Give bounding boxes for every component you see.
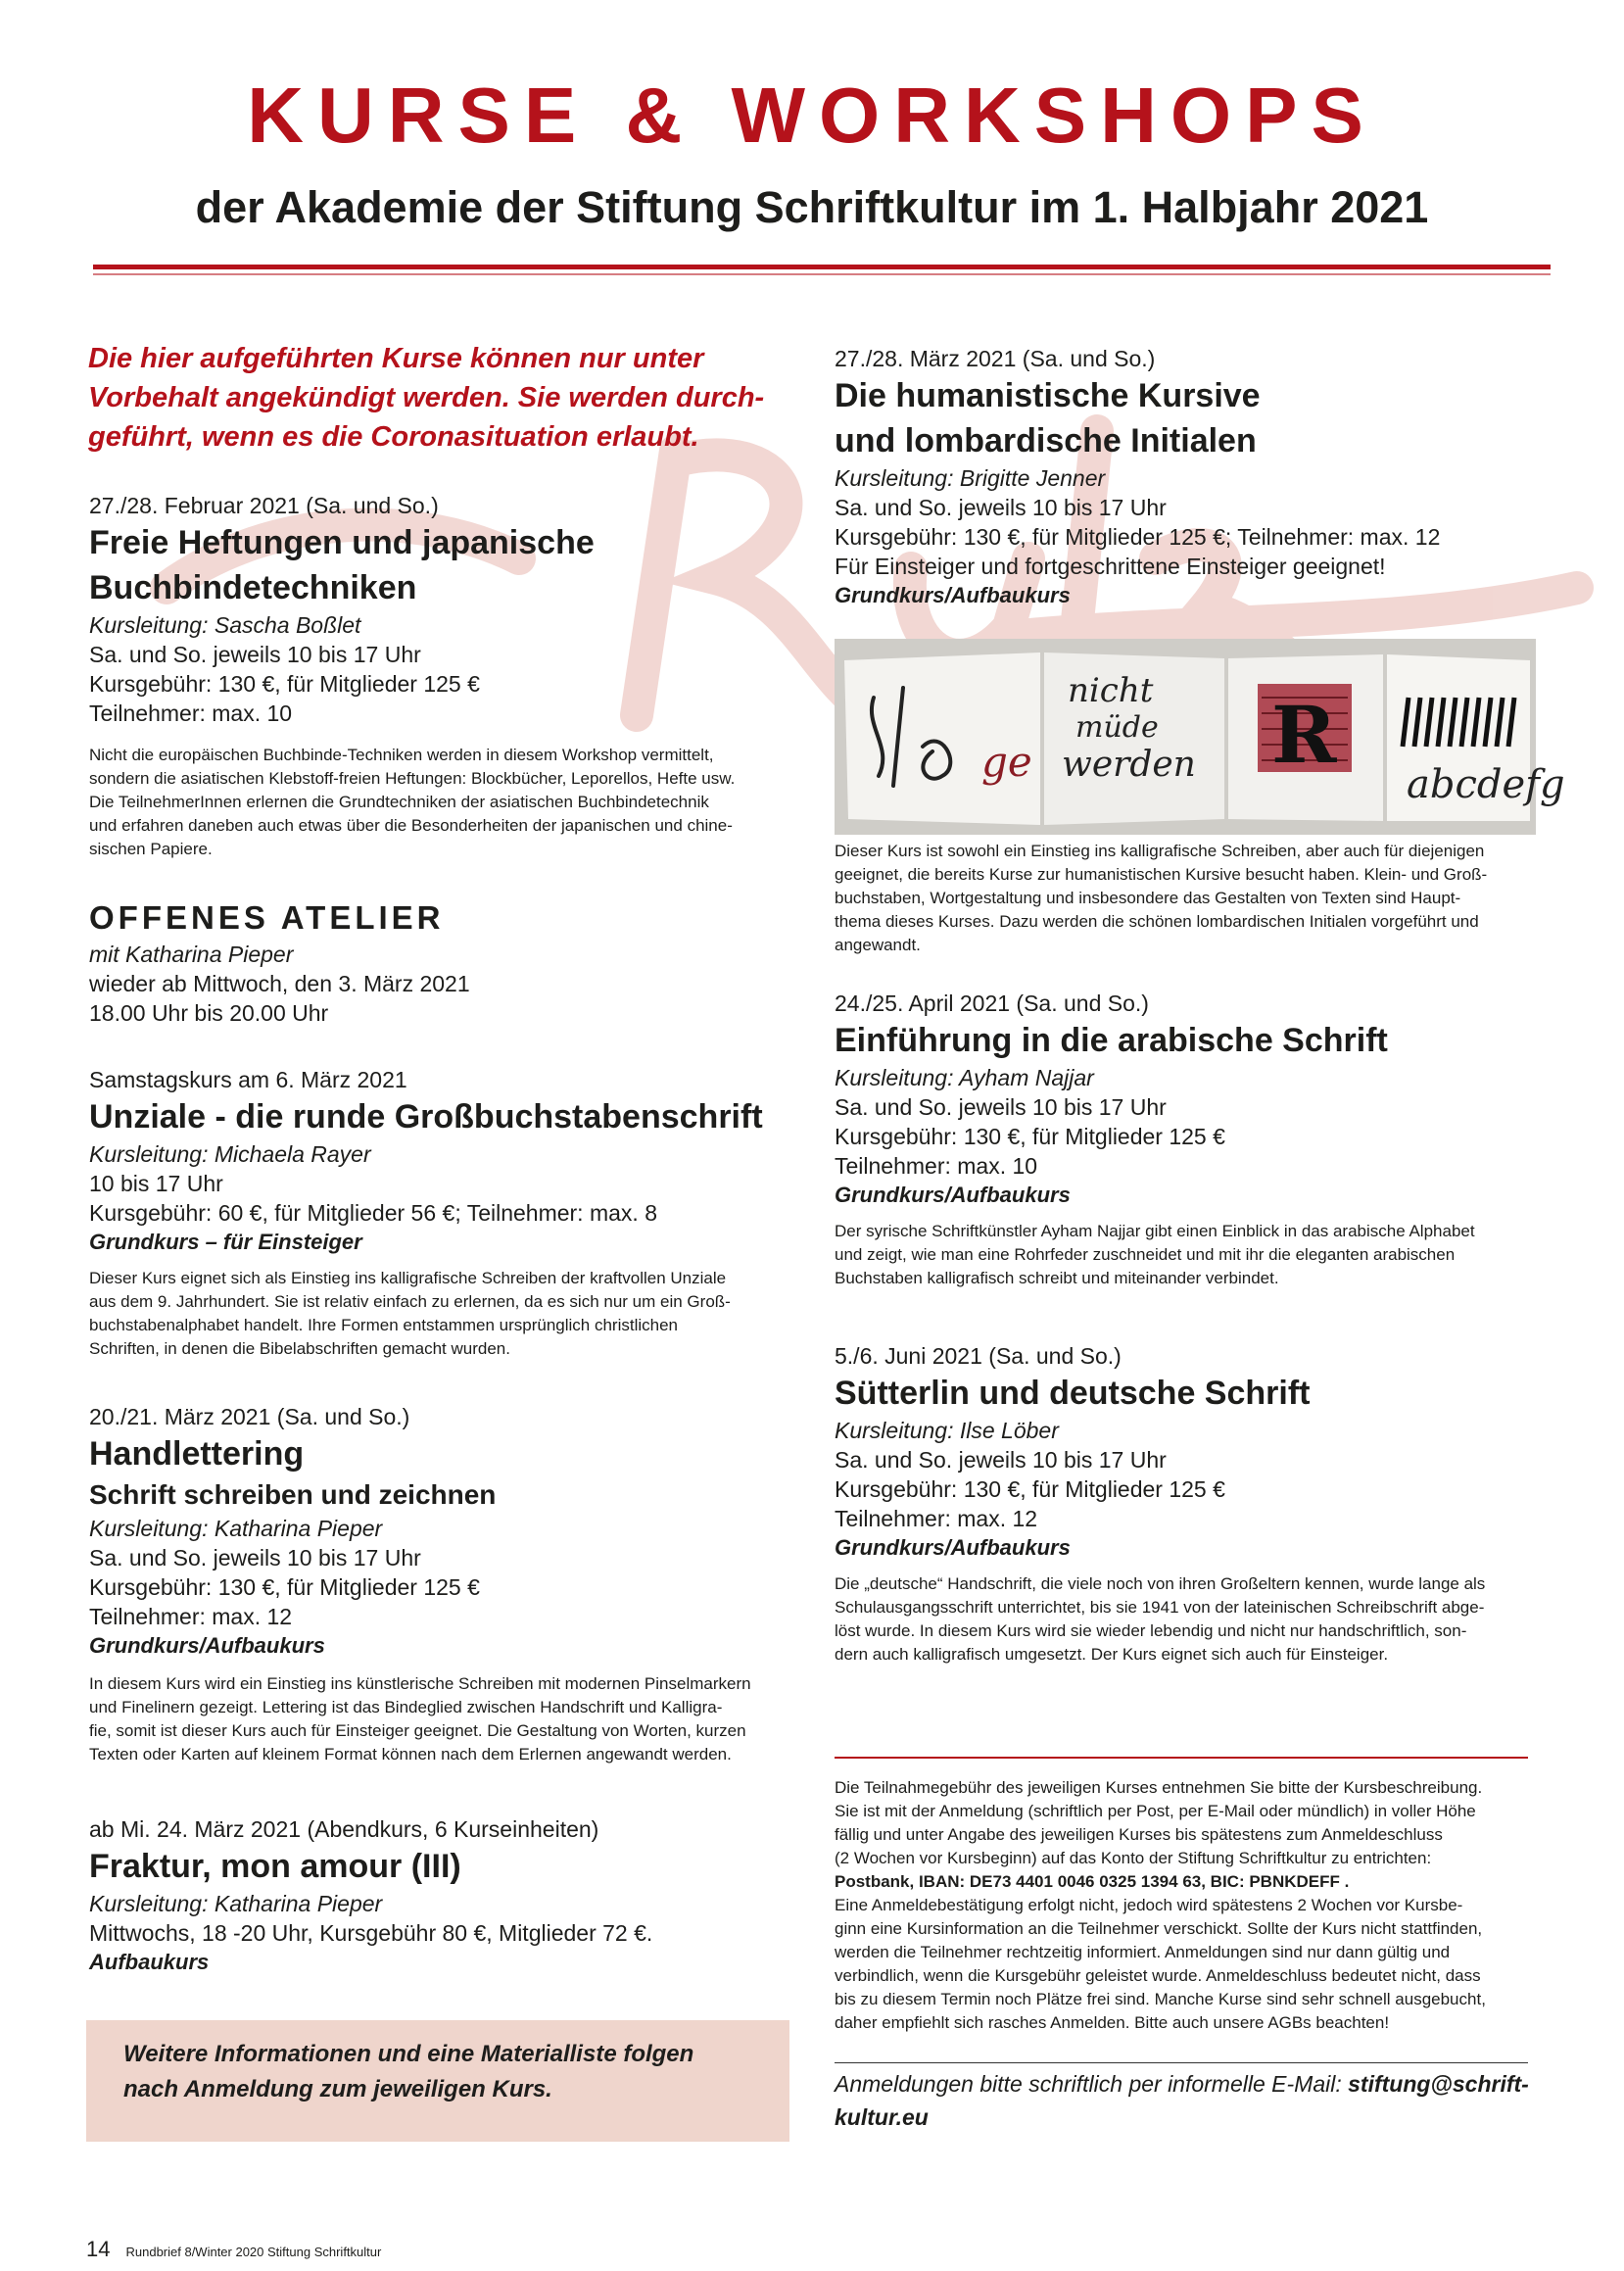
course-description: Dieser Kurs eignet sich als Einstieg ins kalligrafische Schreiben der kraftvollen Unziale: [89, 1269, 727, 1287]
course-date: 27./28. Februar 2021 (Sa. und So.): [89, 493, 439, 518]
page-footer: [86, 2237, 381, 2262]
course-title: Handlettering: [89, 1435, 305, 1473]
course-title: Buchbindetechniken: [89, 569, 417, 606]
course-level: Aufbaukurs: [89, 1950, 210, 1974]
course-date: 24./25. April 2021 (Sa. und So.): [835, 991, 1149, 1016]
email-link-cont[interactable]: kultur.eu: [835, 2104, 929, 2130]
course-detail: Teilnehmer: max. 10: [89, 701, 293, 726]
header-rule-thin: [93, 273, 1551, 275]
course-detail: Teilnehmer: max. 12: [89, 1604, 293, 1629]
course-description: fie, somit ist dieser Kurs auch für Einsteiger geeignet. Die Gestaltung von Worten, kurzen: [89, 1721, 746, 1740]
course-description: aus dem 9. Jahrhundert. Sie ist relativ einfach zu erlernen, da es sich nur um ein Groß-: [89, 1292, 731, 1311]
course-detail: Sa. und So. jeweils 10 bis 17 Uhr: [89, 1545, 421, 1570]
payment-info: [835, 1776, 1540, 2035]
course-description: und Finelinern gezeigt. Lettering ist das Bindeglied zwischen Handschrift und Kalligra-: [89, 1698, 723, 1716]
course-title: Fraktur, mon amour (III): [89, 1848, 461, 1885]
course-description: Texten oder Karten auf kleinem Format können nach dem Erlernen angewandt werden.: [89, 1745, 732, 1764]
course-detail: Sa. und So. jeweils 10 bis 17 Uhr: [89, 642, 421, 667]
email-link[interactable]: stiftung@schrift-: [1348, 2071, 1529, 2097]
course-description: angewandt.: [835, 936, 921, 954]
calligraphy-photo: [835, 639, 1565, 835]
course-leader: Kursleitung: Brigitte Jenner: [835, 465, 1106, 491]
atelier-detail: 18.00 Uhr bis 20.00 Uhr: [89, 1000, 329, 1026]
course-title: Die humanistische Kursive: [835, 377, 1261, 414]
atelier-leader: mit Katharina Pieper: [89, 942, 294, 967]
course-level: Grundkurs/Aufbaukurs: [835, 1535, 1071, 1560]
course-description: In diesem Kurs wird ein Einstieg ins künstlerische Schreiben mit modernen Pinselmarkern: [89, 1674, 751, 1693]
course-description: thema dieses Kurses. Dazu werden die schönen lombardischen Initialen vorgeführt und: [835, 912, 1479, 931]
payment-text: daher empfiehlt sich rasches Anmelden. Bitte auch unsere AGBs beachten!: [835, 2013, 1390, 2032]
payment-text: verbindlich, wenn die Kursgebühr geleistet wurde. Anmeldeschluss bedeutet nicht, dass: [835, 1966, 1481, 1985]
course-description: Nicht die europäischen Buchbinde-Techniken werden in diesem Workshop vermittelt,: [89, 746, 714, 764]
photo-red-letters: ge: [981, 738, 1032, 786]
photo-alphabet: abcdefg: [1407, 762, 1565, 807]
course-detail: Teilnehmer: max. 10: [835, 1153, 1038, 1179]
course-leader: Kursleitung: Ilse Löber: [835, 1418, 1059, 1443]
course-leader: Kursleitung: Michaela Rayer: [89, 1141, 371, 1167]
course-description: Dieser Kurs ist sowohl ein Einstieg ins kalligrafische Schreiben, aber auch für diejenigen: [835, 842, 1485, 860]
calligraphy-leporello-image: [835, 639, 1565, 835]
footer-divider: [835, 2062, 1528, 2063]
course-date: 20./21. März 2021 (Sa. und So.): [89, 1404, 410, 1429]
course-leader: Kursleitung: Sascha Boßlet: [89, 612, 361, 638]
course-level: Grundkurs/Aufbaukurs: [835, 583, 1071, 607]
course-description: Buchstaben kalligrafisch schreibt und miteinander verbindet.: [835, 1269, 1279, 1287]
corona-notice: [88, 339, 803, 457]
course-description: und zeigt, wie man eine Rohrfeder zuschneidet und mit ihr die eleganten arabischen: [835, 1245, 1456, 1264]
course-title: Unziale - die runde Großbuchstabenschrift: [89, 1098, 763, 1136]
payment-text: Sie ist mit der Anmeldung (schriftlich per Post, per E-Mail oder mündlich) in voller Höhe: [835, 1802, 1476, 1820]
payment-text: ginn eine Kursinformation an die Teilnehmer verschickt. Sollte der Kurs nicht stattfinden,: [835, 1919, 1483, 1938]
course-title: Sütterlin und deutsche Schrift: [835, 1375, 1311, 1412]
course-title: und lombardische Initialen: [835, 422, 1257, 459]
course-kursive: [835, 344, 1540, 610]
payment-text: bis zu diesem Termin noch Plätze frei sind. Manche Kurse sind sehr schnell ausgebucht,: [835, 1990, 1486, 2008]
notice-line: Vorbehalt angekündigt werden. Sie werden durch-: [88, 382, 765, 413]
photo-initial: R: [1271, 689, 1337, 781]
atelier-detail: wieder ab Mittwoch, den 3. März 2021: [89, 971, 470, 996]
payment-text: fällig und unter Angabe des jeweiligen Kurses bis spätestens zum Anmeldeschluss: [835, 1825, 1443, 1844]
registration-note: [835, 2067, 1530, 2134]
course-fraktur: [89, 1814, 804, 1977]
course-detail: Sa. und So. jeweils 10 bis 17 Uhr: [835, 1447, 1167, 1473]
notice-line: Die hier aufgeführten Kurse können nur unter: [88, 343, 704, 374]
course-date: Samstagskurs am 6. März 2021: [89, 1067, 407, 1092]
course-description: buchstabenalphabet handelt. Ihre Formen entstammen ursprünglich christlichen: [89, 1316, 679, 1334]
course-handlettering: [89, 1402, 804, 1766]
header-rule: [93, 265, 1551, 269]
course-description: Schriften, in denen die Bibelabschriften gemacht wurden.: [89, 1339, 510, 1358]
course-level: Grundkurs – für Einsteiger: [89, 1230, 362, 1254]
course-description: Schulausgangsschrift unterrichtet, bis sie 1941 von der lateinischen Schreibschrift abge-: [835, 1598, 1485, 1617]
course-detail: Kursgebühr: 130 €, für Mitglieder 125 €; Teilnehmer: max. 12: [835, 524, 1441, 550]
course-detail: 10 bis 17 Uhr: [89, 1171, 223, 1196]
red-divider: [835, 1757, 1528, 1759]
course-date: 27./28. März 2021 (Sa. und So.): [835, 346, 1156, 371]
course-leader: Kursleitung: Ayham Najjar: [835, 1065, 1094, 1090]
course-date: ab Mi. 24. März 2021 (Abendkurs, 6 Kurseinheiten): [89, 1816, 599, 1842]
course-detail: Kursgebühr: 130 €, für Mitglieder 125 €: [89, 1574, 480, 1600]
atelier-heading: OFFENES ATELIER: [89, 899, 445, 936]
course-detail: Kursgebühr: 60 €, für Mitglieder 56 €; Teilnehmer: max. 8: [89, 1200, 657, 1226]
notice-line: geführt, wenn es die Coronasituation erlaubt.: [88, 421, 699, 453]
course-suetterlin: [835, 1341, 1540, 1667]
course-detail: Teilnehmer: max. 12: [835, 1506, 1038, 1531]
registration-text: Anmeldungen bitte schriftlich per informelle E-Mail:: [835, 2071, 1349, 2097]
info-line: Weitere Informationen und eine Materialliste folgen: [123, 2041, 694, 2067]
course-leader: Kursleitung: Katharina Pieper: [89, 1891, 383, 1916]
course-description: geeignet, die bereits Kurse zur humanistischen Kursive besucht haben. Klein- und Groß-: [835, 865, 1488, 884]
course-description: Der syrische Schriftkünstler Ayham Najjar gibt einen Einblick in das arabische Alphabet: [835, 1222, 1475, 1240]
payment-text: (2 Wochen vor Kursbeginn) auf das Konto der Stiftung Schriftkultur zu entrichten:: [835, 1849, 1432, 1867]
course-detail: Für Einsteiger und fortgeschrittene Einsteiger geeignet!: [835, 554, 1386, 579]
course-level: Grundkurs/Aufbaukurs: [89, 1633, 325, 1658]
course-description: buchstaben, Wortgestaltung und insbesondere das Gestalten von Texten sind Haupt-: [835, 889, 1461, 907]
course-detail: Kursgebühr: 130 €, für Mitglieder 125 €: [89, 671, 480, 697]
info-box-text: [123, 2037, 770, 2107]
course-date: 5./6. Juni 2021 (Sa. und So.): [835, 1343, 1122, 1369]
course-description: sondern die asiatischen Klebstoff-freien Heftungen: Blockbücher, Leporellos, Hefte usw.: [89, 769, 736, 788]
footer-text: Rundbrief 8/Winter 2020 Stiftung Schriftkultur: [125, 2245, 382, 2259]
payment-text: Eine Anmeldebestätigung erfolgt nicht, jedoch wird spätestens 2 Wochen vor Kursbe-: [835, 1896, 1463, 1914]
course-description: Die „deutsche“ Handschrift, die viele noch von ihren Großeltern kennen, wurde lange als: [835, 1574, 1486, 1593]
course-detail: Mittwochs, 18 -20 Uhr, Kursgebühr 80 €, Mitglieder 72 €.: [89, 1920, 653, 1946]
offenes-atelier: [89, 896, 804, 1028]
course-heftungen: [89, 491, 804, 861]
course-detail: Kursgebühr: 130 €, für Mitglieder 125 €: [835, 1124, 1225, 1149]
course-arabisch: [835, 989, 1540, 1290]
course-description: sischen Papiere.: [89, 840, 213, 858]
course-kursive-description: [835, 840, 1540, 957]
course-detail: Sa. und So. jeweils 10 bis 17 Uhr: [835, 495, 1167, 520]
course-description: Die TeilnehmerInnen erlernen die Grundtechniken der asiatischen Buchbindetechnik: [89, 793, 709, 811]
page-subtitle: der Akademie der Stiftung Schriftkultur im 1. Halbjahr 2021: [195, 182, 1429, 232]
course-description: und erfahren daneben auch etwas über die Besonderheiten der japanischen und chine-: [89, 816, 733, 835]
photo-word: werden: [1062, 745, 1196, 785]
payment-text: Die Teilnahmegebühr des jeweiligen Kurses entnehmen Sie bitte der Kursbeschreibung.: [835, 1778, 1483, 1797]
payment-text: werden die Teilnehmer rechtzeitig informiert. Anmeldungen sind nur dann gültig und: [835, 1943, 1451, 1961]
course-title: Einführung in die arabische Schrift: [835, 1022, 1388, 1059]
course-description: dern auch kalligrafisch umgesetzt. Der Kurs eignet sich auch für Einsteiger.: [835, 1645, 1389, 1664]
course-subtitle: Schrift schreiben und zeichnen: [89, 1479, 497, 1510]
page-title: KURSE & WORKSHOPS: [247, 72, 1377, 159]
course-leader: Kursleitung: Katharina Pieper: [89, 1516, 383, 1541]
course-level: Grundkurs/Aufbaukurs: [835, 1183, 1071, 1207]
info-line: nach Anmeldung zum jeweiligen Kurs.: [123, 2076, 552, 2102]
course-description: löst wurde. In diesem Kurs wird sie wieder lebendig und nicht nur handschriftlich, son-: [835, 1621, 1467, 1640]
photo-word: nicht: [1068, 671, 1154, 710]
course-unziale: [89, 1065, 814, 1361]
photo-word: müde: [1075, 710, 1159, 745]
course-detail: Kursgebühr: 130 €, für Mitglieder 125 €: [835, 1476, 1225, 1502]
course-detail: Sa. und So. jeweils 10 bis 17 Uhr: [835, 1094, 1167, 1120]
page-number: 14: [86, 2237, 111, 2261]
bank-details: Postbank, IBAN: DE73 4401 0046 0325 1394 63, BIC: PBNKDEFF .: [835, 1872, 1350, 1891]
course-title: Freie Heftungen und japanische: [89, 524, 595, 561]
